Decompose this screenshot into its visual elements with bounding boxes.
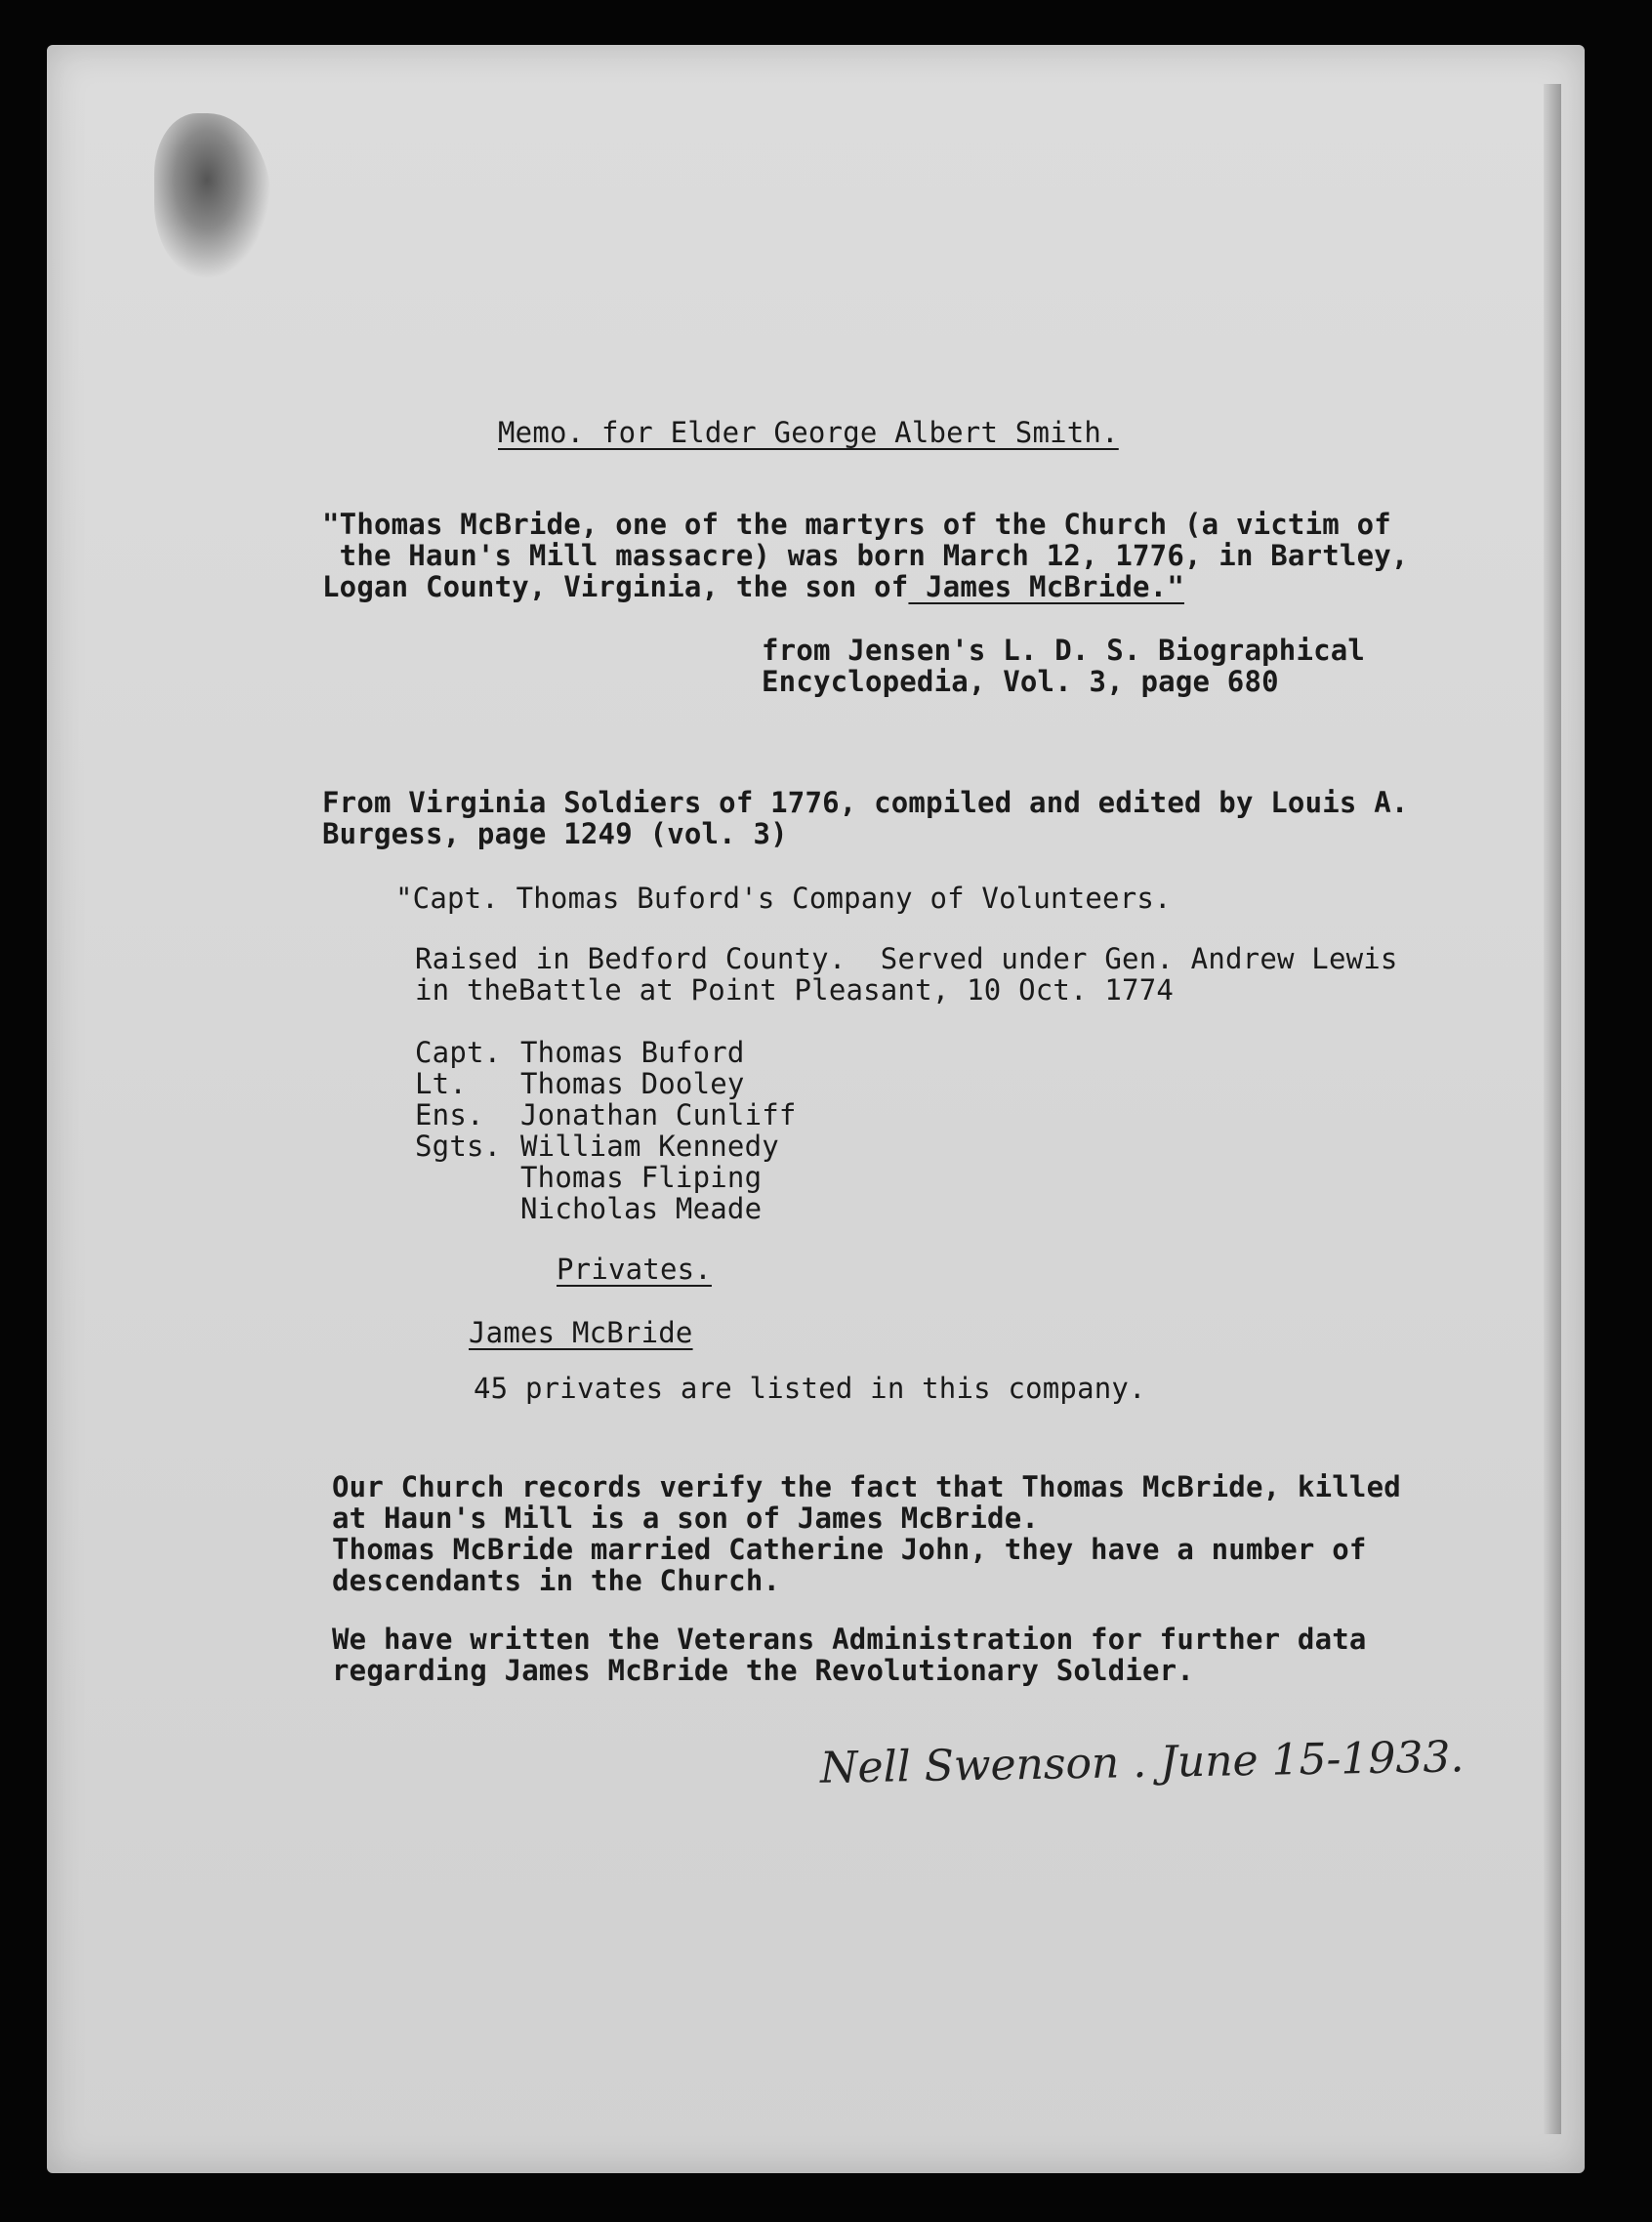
- quote-line-1: "Thomas McBride, one of the martyrs of the Church (a victim of: [322, 508, 1391, 541]
- quote-line-3-prefix: Logan County, Virginia, the son of: [322, 570, 909, 603]
- officer-name: Nicholas Meade: [520, 1192, 763, 1225]
- officer-rank: Ens.: [415, 1098, 484, 1132]
- officer-rank: Lt.: [415, 1067, 467, 1100]
- veterans-line-1: We have written the Veterans Administration for further data: [332, 1623, 1367, 1656]
- officer-rank: Sgts.: [415, 1130, 502, 1163]
- from-line-1: From Virginia Soldiers of 1776, compiled and edited by Louis A.: [322, 786, 1409, 819]
- source-line-1: from Jensen's L. D. S. Biographical: [762, 634, 1366, 667]
- raised-line-1: Raised in Bedford County. Served under Gen. Andrew Lewis: [415, 942, 1398, 975]
- church-line-4: descendants in the Church.: [332, 1564, 781, 1597]
- page-tear: [154, 113, 271, 279]
- officer-rank: Capt.: [415, 1036, 502, 1069]
- officer-name: Thomas Dooley: [520, 1067, 745, 1100]
- church-line-2: at Haun's Mill is a son of James McBride.: [332, 1502, 1040, 1535]
- page-edge: [1544, 84, 1561, 2134]
- memo-title: Memo. for Elder George Albert Smith.: [498, 416, 1119, 449]
- veterans-line-2: regarding James McBride the Revolutionary Soldier.: [332, 1654, 1194, 1687]
- from-line-2: Burgess, page 1249 (vol. 3): [322, 817, 788, 850]
- handwritten-signature: Nell Swenson . June 15-1933.: [819, 1732, 1465, 1793]
- officer-name: Thomas Fliping: [520, 1161, 763, 1194]
- officer-name: Jonathan Cunliff: [520, 1098, 797, 1132]
- privates-count: 45 privates are listed in this company.: [474, 1372, 1146, 1405]
- source-line-2: Encyclopedia, Vol. 3, page 680: [762, 665, 1279, 698]
- officer-name: William Kennedy: [520, 1130, 779, 1163]
- church-line-3: Thomas McBride married Catherine John, they have a number of: [332, 1533, 1367, 1566]
- church-line-1: Our Church records verify the fact that Thomas McBride, killed: [332, 1470, 1401, 1503]
- company-line: "Capt. Thomas Buford's Company of Volunteers.: [395, 882, 1172, 915]
- quote-line-3-name: James McBride.": [908, 570, 1184, 603]
- officer-name: Thomas Buford: [520, 1036, 745, 1069]
- document-page: [47, 45, 1585, 2173]
- quote-line-2: the Haun's Mill massacre) was born March 12, 1776, in Bartley,: [322, 539, 1409, 572]
- quote-line-3: [322, 571, 1184, 602]
- private-name: James McBride: [469, 1316, 693, 1349]
- privates-heading: Privates.: [557, 1253, 712, 1286]
- raised-line-2: in theBattle at Point Pleasant, 10 Oct. 1774: [415, 973, 1175, 1007]
